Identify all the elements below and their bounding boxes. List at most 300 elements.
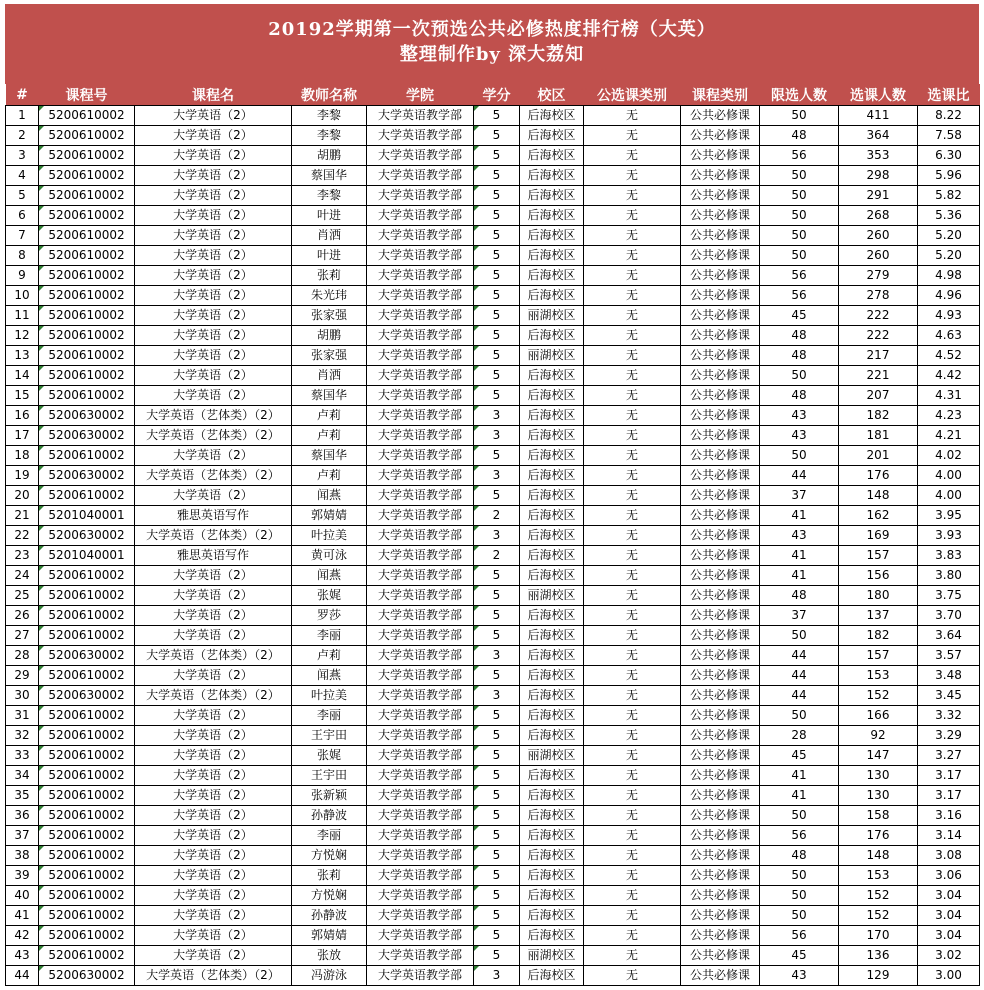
cell-college[interactable]: 大学英语教学部: [367, 346, 474, 366]
cell-course-id[interactable]: 5200610002: [39, 166, 135, 186]
cell-capacity[interactable]: 43: [760, 426, 839, 446]
cell-rank[interactable]: 6: [6, 206, 39, 226]
cell-capacity[interactable]: 48: [760, 326, 839, 346]
col-header-teacher[interactable]: 教师名称: [292, 84, 367, 106]
cell-teacher[interactable]: 胡鹏: [292, 146, 367, 166]
cell-capacity[interactable]: 50: [760, 106, 839, 126]
col-header-college[interactable]: 学院: [367, 84, 474, 106]
cell-college[interactable]: 大学英语教学部: [367, 686, 474, 706]
cell-elective-type[interactable]: 无: [584, 866, 681, 886]
cell-campus[interactable]: 后海校区: [520, 106, 584, 126]
cell-capacity[interactable]: 43: [760, 526, 839, 546]
cell-enrolled[interactable]: 291: [839, 186, 918, 206]
cell-college[interactable]: 大学英语教学部: [367, 506, 474, 526]
cell-college[interactable]: 大学英语教学部: [367, 586, 474, 606]
cell-course-type[interactable]: 公共必修课: [681, 226, 760, 246]
cell-course-type[interactable]: 公共必修课: [681, 486, 760, 506]
cell-course-name[interactable]: 大学英语（艺体类）（2）: [135, 646, 292, 666]
cell-credits[interactable]: 5: [474, 946, 520, 966]
cell-course-name[interactable]: 大学英语（2）: [135, 906, 292, 926]
cell-capacity[interactable]: 44: [760, 466, 839, 486]
cell-elective-type[interactable]: 无: [584, 106, 681, 126]
cell-ratio[interactable]: 4.23: [918, 406, 980, 426]
cell-rank[interactable]: 5: [6, 186, 39, 206]
cell-course-name[interactable]: 大学英语（2）: [135, 286, 292, 306]
cell-teacher[interactable]: 张莉: [292, 866, 367, 886]
cell-enrolled[interactable]: 166: [839, 706, 918, 726]
cell-enrolled[interactable]: 176: [839, 466, 918, 486]
cell-course-name[interactable]: 大学英语（2）: [135, 866, 292, 886]
cell-ratio[interactable]: 3.14: [918, 826, 980, 846]
cell-course-name[interactable]: 大学英语（2）: [135, 446, 292, 466]
col-header-enrolled[interactable]: 选课人数: [839, 84, 918, 106]
cell-elective-type[interactable]: 无: [584, 306, 681, 326]
cell-course-name[interactable]: 大学英语（艺体类）（2）: [135, 426, 292, 446]
cell-course-id[interactable]: 5200630002: [39, 426, 135, 446]
cell-campus[interactable]: 后海校区: [520, 506, 584, 526]
cell-enrolled[interactable]: 153: [839, 666, 918, 686]
cell-course-id[interactable]: 5200610002: [39, 626, 135, 646]
cell-course-id[interactable]: 5200630002: [39, 686, 135, 706]
cell-rank[interactable]: 30: [6, 686, 39, 706]
cell-enrolled[interactable]: 411: [839, 106, 918, 126]
cell-course-name[interactable]: 大学英语（2）: [135, 246, 292, 266]
cell-enrolled[interactable]: 170: [839, 926, 918, 946]
cell-capacity[interactable]: 45: [760, 946, 839, 966]
cell-course-name[interactable]: 大学英语（2）: [135, 786, 292, 806]
cell-course-type[interactable]: 公共必修课: [681, 826, 760, 846]
cell-elective-type[interactable]: 无: [584, 806, 681, 826]
cell-capacity[interactable]: 50: [760, 626, 839, 646]
cell-college[interactable]: 大学英语教学部: [367, 726, 474, 746]
cell-course-name[interactable]: 大学英语（2）: [135, 726, 292, 746]
cell-rank[interactable]: 36: [6, 806, 39, 826]
cell-enrolled[interactable]: 260: [839, 246, 918, 266]
cell-course-type[interactable]: 公共必修课: [681, 406, 760, 426]
cell-campus[interactable]: 后海校区: [520, 246, 584, 266]
cell-rank[interactable]: 44: [6, 966, 39, 986]
cell-campus[interactable]: 后海校区: [520, 686, 584, 706]
cell-college[interactable]: 大学英语教学部: [367, 866, 474, 886]
cell-elective-type[interactable]: 无: [584, 126, 681, 146]
cell-rank[interactable]: 7: [6, 226, 39, 246]
cell-course-id[interactable]: 5200630002: [39, 466, 135, 486]
cell-elective-type[interactable]: 无: [584, 546, 681, 566]
cell-rank[interactable]: 1: [6, 106, 39, 126]
cell-course-name[interactable]: 大学英语（2）: [135, 566, 292, 586]
cell-capacity[interactable]: 41: [760, 566, 839, 586]
cell-credits[interactable]: 3: [474, 686, 520, 706]
cell-campus[interactable]: 后海校区: [520, 806, 584, 826]
cell-course-name[interactable]: 大学英语（2）: [135, 186, 292, 206]
cell-course-type[interactable]: 公共必修课: [681, 546, 760, 566]
cell-course-type[interactable]: 公共必修课: [681, 706, 760, 726]
cell-course-type[interactable]: 公共必修课: [681, 746, 760, 766]
cell-credits[interactable]: 5: [474, 726, 520, 746]
cell-course-id[interactable]: 5200610002: [39, 146, 135, 166]
cell-enrolled[interactable]: 147: [839, 746, 918, 766]
cell-credits[interactable]: 5: [474, 226, 520, 246]
cell-rank[interactable]: 39: [6, 866, 39, 886]
cell-course-id[interactable]: 5200630002: [39, 406, 135, 426]
cell-college[interactable]: 大学英语教学部: [367, 426, 474, 446]
cell-course-name[interactable]: 大学英语（2）: [135, 326, 292, 346]
cell-capacity[interactable]: 50: [760, 226, 839, 246]
cell-rank[interactable]: 8: [6, 246, 39, 266]
cell-course-id[interactable]: 5200610002: [39, 306, 135, 326]
cell-course-name[interactable]: 大学英语（艺体类）（2）: [135, 526, 292, 546]
cell-ratio[interactable]: 5.20: [918, 246, 980, 266]
cell-teacher[interactable]: 闻燕: [292, 666, 367, 686]
cell-rank[interactable]: 24: [6, 566, 39, 586]
cell-ratio[interactable]: 5.96: [918, 166, 980, 186]
cell-rank[interactable]: 4: [6, 166, 39, 186]
cell-campus[interactable]: 丽湖校区: [520, 346, 584, 366]
cell-ratio[interactable]: 3.70: [918, 606, 980, 626]
cell-rank[interactable]: 40: [6, 886, 39, 906]
cell-teacher[interactable]: 冯游泳: [292, 966, 367, 986]
cell-campus[interactable]: 后海校区: [520, 466, 584, 486]
cell-course-type[interactable]: 公共必修课: [681, 346, 760, 366]
cell-campus[interactable]: 后海校区: [520, 126, 584, 146]
cell-campus[interactable]: 丽湖校区: [520, 586, 584, 606]
cell-campus[interactable]: 后海校区: [520, 186, 584, 206]
cell-ratio[interactable]: 7.58: [918, 126, 980, 146]
cell-enrolled[interactable]: 222: [839, 306, 918, 326]
cell-course-type[interactable]: 公共必修课: [681, 126, 760, 146]
cell-ratio[interactable]: 3.04: [918, 886, 980, 906]
cell-enrolled[interactable]: 222: [839, 326, 918, 346]
cell-enrolled[interactable]: 148: [839, 486, 918, 506]
cell-teacher[interactable]: 张莉: [292, 266, 367, 286]
cell-course-type[interactable]: 公共必修课: [681, 506, 760, 526]
cell-course-id[interactable]: 5200610002: [39, 226, 135, 246]
cell-capacity[interactable]: 48: [760, 386, 839, 406]
cell-credits[interactable]: 5: [474, 666, 520, 686]
cell-course-type[interactable]: 公共必修课: [681, 906, 760, 926]
cell-teacher[interactable]: 李黎: [292, 186, 367, 206]
cell-credits[interactable]: 3: [474, 466, 520, 486]
cell-capacity[interactable]: 44: [760, 686, 839, 706]
cell-course-name[interactable]: 大学英语（2）: [135, 386, 292, 406]
cell-ratio[interactable]: 4.93: [918, 306, 980, 326]
cell-rank[interactable]: 9: [6, 266, 39, 286]
cell-ratio[interactable]: 3.17: [918, 766, 980, 786]
cell-course-id[interactable]: 5200610002: [39, 126, 135, 146]
cell-teacher[interactable]: 叶进: [292, 246, 367, 266]
cell-teacher[interactable]: 王宇田: [292, 726, 367, 746]
cell-campus[interactable]: 后海校区: [520, 326, 584, 346]
cell-campus[interactable]: 丽湖校区: [520, 746, 584, 766]
cell-elective-type[interactable]: 无: [584, 746, 681, 766]
cell-credits[interactable]: 2: [474, 506, 520, 526]
cell-course-type[interactable]: 公共必修课: [681, 686, 760, 706]
cell-rank[interactable]: 27: [6, 626, 39, 646]
cell-capacity[interactable]: 48: [760, 126, 839, 146]
cell-college[interactable]: 大学英语教学部: [367, 206, 474, 226]
cell-teacher[interactable]: 李丽: [292, 706, 367, 726]
cell-ratio[interactable]: 6.30: [918, 146, 980, 166]
cell-enrolled[interactable]: 176: [839, 826, 918, 846]
cell-college[interactable]: 大学英语教学部: [367, 546, 474, 566]
cell-elective-type[interactable]: 无: [584, 726, 681, 746]
cell-college[interactable]: 大学英语教学部: [367, 766, 474, 786]
cell-course-type[interactable]: 公共必修课: [681, 566, 760, 586]
cell-course-name[interactable]: 大学英语（2）: [135, 846, 292, 866]
cell-course-type[interactable]: 公共必修课: [681, 366, 760, 386]
cell-credits[interactable]: 5: [474, 366, 520, 386]
cell-course-name[interactable]: 大学英语（2）: [135, 706, 292, 726]
cell-elective-type[interactable]: 无: [584, 526, 681, 546]
cell-course-name[interactable]: 大学英语（艺体类）（2）: [135, 966, 292, 986]
cell-enrolled[interactable]: 207: [839, 386, 918, 406]
cell-capacity[interactable]: 50: [760, 206, 839, 226]
cell-rank[interactable]: 41: [6, 906, 39, 926]
cell-enrolled[interactable]: 182: [839, 626, 918, 646]
cell-credits[interactable]: 5: [474, 586, 520, 606]
cell-course-id[interactable]: 5201040001: [39, 546, 135, 566]
cell-enrolled[interactable]: 279: [839, 266, 918, 286]
cell-capacity[interactable]: 45: [760, 746, 839, 766]
cell-elective-type[interactable]: 无: [584, 406, 681, 426]
cell-rank[interactable]: 12: [6, 326, 39, 346]
cell-course-name[interactable]: 大学英语（艺体类）（2）: [135, 686, 292, 706]
cell-campus[interactable]: 后海校区: [520, 286, 584, 306]
cell-rank[interactable]: 2: [6, 126, 39, 146]
cell-college[interactable]: 大学英语教学部: [367, 386, 474, 406]
cell-campus[interactable]: 后海校区: [520, 966, 584, 986]
cell-course-id[interactable]: 5200610002: [39, 206, 135, 226]
cell-elective-type[interactable]: 无: [584, 146, 681, 166]
cell-elective-type[interactable]: 无: [584, 686, 681, 706]
cell-capacity[interactable]: 50: [760, 246, 839, 266]
cell-capacity[interactable]: 48: [760, 346, 839, 366]
cell-teacher[interactable]: 李黎: [292, 126, 367, 146]
cell-college[interactable]: 大学英语教学部: [367, 166, 474, 186]
cell-course-id[interactable]: 5200610002: [39, 326, 135, 346]
cell-rank[interactable]: 3: [6, 146, 39, 166]
cell-elective-type[interactable]: 无: [584, 166, 681, 186]
cell-rank[interactable]: 37: [6, 826, 39, 846]
cell-college[interactable]: 大学英语教学部: [367, 746, 474, 766]
cell-credits[interactable]: 5: [474, 306, 520, 326]
cell-credits[interactable]: 3: [474, 406, 520, 426]
cell-course-id[interactable]: 5200610002: [39, 666, 135, 686]
cell-rank[interactable]: 16: [6, 406, 39, 426]
cell-enrolled[interactable]: 364: [839, 126, 918, 146]
cell-credits[interactable]: 5: [474, 806, 520, 826]
cell-rank[interactable]: 29: [6, 666, 39, 686]
cell-capacity[interactable]: 50: [760, 186, 839, 206]
cell-elective-type[interactable]: 无: [584, 426, 681, 446]
cell-course-name[interactable]: 大学英语（2）: [135, 126, 292, 146]
cell-teacher[interactable]: 肖洒: [292, 226, 367, 246]
cell-ratio[interactable]: 8.22: [918, 106, 980, 126]
cell-course-name[interactable]: 大学英语（2）: [135, 306, 292, 326]
cell-credits[interactable]: 5: [474, 146, 520, 166]
cell-course-id[interactable]: 5200610002: [39, 386, 135, 406]
cell-course-type[interactable]: 公共必修课: [681, 426, 760, 446]
cell-capacity[interactable]: 50: [760, 906, 839, 926]
cell-ratio[interactable]: 3.80: [918, 566, 980, 586]
cell-course-type[interactable]: 公共必修课: [681, 806, 760, 826]
cell-elective-type[interactable]: 无: [584, 326, 681, 346]
cell-course-id[interactable]: 5200610002: [39, 766, 135, 786]
cell-campus[interactable]: 后海校区: [520, 726, 584, 746]
cell-elective-type[interactable]: 无: [584, 966, 681, 986]
cell-course-type[interactable]: 公共必修课: [681, 626, 760, 646]
cell-enrolled[interactable]: 157: [839, 646, 918, 666]
cell-course-id[interactable]: 5200610002: [39, 286, 135, 306]
cell-elective-type[interactable]: 无: [584, 646, 681, 666]
cell-ratio[interactable]: 4.21: [918, 426, 980, 446]
cell-elective-type[interactable]: 无: [584, 366, 681, 386]
cell-credits[interactable]: 3: [474, 426, 520, 446]
cell-elective-type[interactable]: 无: [584, 206, 681, 226]
cell-rank[interactable]: 23: [6, 546, 39, 566]
cell-course-name[interactable]: 大学英语（2）: [135, 926, 292, 946]
cell-college[interactable]: 大学英语教学部: [367, 486, 474, 506]
cell-credits[interactable]: 5: [474, 566, 520, 586]
cell-capacity[interactable]: 44: [760, 666, 839, 686]
cell-course-type[interactable]: 公共必修课: [681, 866, 760, 886]
cell-course-type[interactable]: 公共必修课: [681, 206, 760, 226]
cell-credits[interactable]: 5: [474, 106, 520, 126]
cell-elective-type[interactable]: 无: [584, 606, 681, 626]
cell-campus[interactable]: 后海校区: [520, 626, 584, 646]
cell-ratio[interactable]: 4.52: [918, 346, 980, 366]
cell-credits[interactable]: 5: [474, 606, 520, 626]
cell-course-type[interactable]: 公共必修课: [681, 246, 760, 266]
cell-teacher[interactable]: 肖洒: [292, 366, 367, 386]
cell-enrolled[interactable]: 129: [839, 966, 918, 986]
cell-teacher[interactable]: 孙静波: [292, 906, 367, 926]
cell-elective-type[interactable]: 无: [584, 346, 681, 366]
cell-course-type[interactable]: 公共必修课: [681, 266, 760, 286]
cell-elective-type[interactable]: 无: [584, 446, 681, 466]
cell-enrolled[interactable]: 152: [839, 886, 918, 906]
cell-course-id[interactable]: 5200610002: [39, 606, 135, 626]
cell-course-id[interactable]: 5200610002: [39, 946, 135, 966]
cell-enrolled[interactable]: 182: [839, 406, 918, 426]
cell-elective-type[interactable]: 无: [584, 846, 681, 866]
cell-ratio[interactable]: 3.08: [918, 846, 980, 866]
cell-enrolled[interactable]: 201: [839, 446, 918, 466]
cell-teacher[interactable]: 方悦娴: [292, 846, 367, 866]
cell-college[interactable]: 大学英语教学部: [367, 406, 474, 426]
cell-credits[interactable]: 5: [474, 886, 520, 906]
cell-capacity[interactable]: 56: [760, 826, 839, 846]
cell-course-id[interactable]: 5200610002: [39, 926, 135, 946]
cell-capacity[interactable]: 50: [760, 166, 839, 186]
cell-credits[interactable]: 5: [474, 826, 520, 846]
cell-teacher[interactable]: 卢莉: [292, 466, 367, 486]
col-header-elective-type[interactable]: 公选课类别: [584, 84, 681, 106]
cell-capacity[interactable]: 44: [760, 646, 839, 666]
cell-enrolled[interactable]: 158: [839, 806, 918, 826]
cell-enrolled[interactable]: 157: [839, 546, 918, 566]
cell-campus[interactable]: 后海校区: [520, 426, 584, 446]
cell-college[interactable]: 大学英语教学部: [367, 186, 474, 206]
cell-course-type[interactable]: 公共必修课: [681, 926, 760, 946]
cell-ratio[interactable]: 5.82: [918, 186, 980, 206]
cell-campus[interactable]: 后海校区: [520, 366, 584, 386]
cell-ratio[interactable]: 3.06: [918, 866, 980, 886]
cell-enrolled[interactable]: 162: [839, 506, 918, 526]
cell-campus[interactable]: 后海校区: [520, 786, 584, 806]
cell-course-type[interactable]: 公共必修课: [681, 166, 760, 186]
cell-college[interactable]: 大学英语教学部: [367, 226, 474, 246]
cell-elective-type[interactable]: 无: [584, 926, 681, 946]
cell-elective-type[interactable]: 无: [584, 566, 681, 586]
cell-ratio[interactable]: 3.04: [918, 906, 980, 926]
cell-ratio[interactable]: 4.42: [918, 366, 980, 386]
cell-course-type[interactable]: 公共必修课: [681, 466, 760, 486]
cell-capacity[interactable]: 50: [760, 806, 839, 826]
cell-credits[interactable]: 5: [474, 346, 520, 366]
cell-ratio[interactable]: 3.29: [918, 726, 980, 746]
cell-credits[interactable]: 5: [474, 186, 520, 206]
cell-ratio[interactable]: 3.17: [918, 786, 980, 806]
cell-ratio[interactable]: 3.48: [918, 666, 980, 686]
cell-teacher[interactable]: 叶拉美: [292, 686, 367, 706]
cell-college[interactable]: 大学英语教学部: [367, 246, 474, 266]
cell-teacher[interactable]: 方悦娴: [292, 886, 367, 906]
cell-rank[interactable]: 43: [6, 946, 39, 966]
cell-credits[interactable]: 5: [474, 906, 520, 926]
cell-enrolled[interactable]: 278: [839, 286, 918, 306]
cell-college[interactable]: 大学英语教学部: [367, 946, 474, 966]
cell-rank[interactable]: 28: [6, 646, 39, 666]
cell-teacher[interactable]: 叶进: [292, 206, 367, 226]
cell-credits[interactable]: 5: [474, 166, 520, 186]
cell-rank[interactable]: 20: [6, 486, 39, 506]
cell-course-name[interactable]: 大学英语（2）: [135, 806, 292, 826]
cell-elective-type[interactable]: 无: [584, 786, 681, 806]
cell-course-name[interactable]: 大学英语（2）: [135, 346, 292, 366]
cell-course-name[interactable]: 大学英语（2）: [135, 586, 292, 606]
cell-ratio[interactable]: 3.27: [918, 746, 980, 766]
cell-rank[interactable]: 33: [6, 746, 39, 766]
cell-enrolled[interactable]: 260: [839, 226, 918, 246]
cell-course-type[interactable]: 公共必修课: [681, 586, 760, 606]
cell-elective-type[interactable]: 无: [584, 946, 681, 966]
cell-teacher[interactable]: 罗莎: [292, 606, 367, 626]
cell-course-name[interactable]: 大学英语（2）: [135, 106, 292, 126]
cell-course-id[interactable]: 5200610002: [39, 726, 135, 746]
cell-teacher[interactable]: 卢莉: [292, 406, 367, 426]
cell-course-name[interactable]: 大学英语（2）: [135, 746, 292, 766]
cell-credits[interactable]: 5: [474, 846, 520, 866]
cell-rank[interactable]: 18: [6, 446, 39, 466]
cell-course-name[interactable]: 大学英语（2）: [135, 606, 292, 626]
cell-ratio[interactable]: 3.02: [918, 946, 980, 966]
cell-elective-type[interactable]: 无: [584, 586, 681, 606]
cell-course-name[interactable]: 大学英语（2）: [135, 146, 292, 166]
cell-credits[interactable]: 5: [474, 766, 520, 786]
cell-credits[interactable]: 3: [474, 966, 520, 986]
cell-campus[interactable]: 后海校区: [520, 406, 584, 426]
cell-course-id[interactable]: 5200610002: [39, 806, 135, 826]
cell-capacity[interactable]: 43: [760, 966, 839, 986]
cell-college[interactable]: 大学英语教学部: [367, 526, 474, 546]
col-header-rank[interactable]: #: [6, 84, 39, 106]
cell-ratio[interactable]: 3.95: [918, 506, 980, 526]
cell-ratio[interactable]: 3.75: [918, 586, 980, 606]
cell-course-name[interactable]: 雅思英语写作: [135, 506, 292, 526]
cell-credits[interactable]: 5: [474, 786, 520, 806]
cell-college[interactable]: 大学英语教学部: [367, 806, 474, 826]
